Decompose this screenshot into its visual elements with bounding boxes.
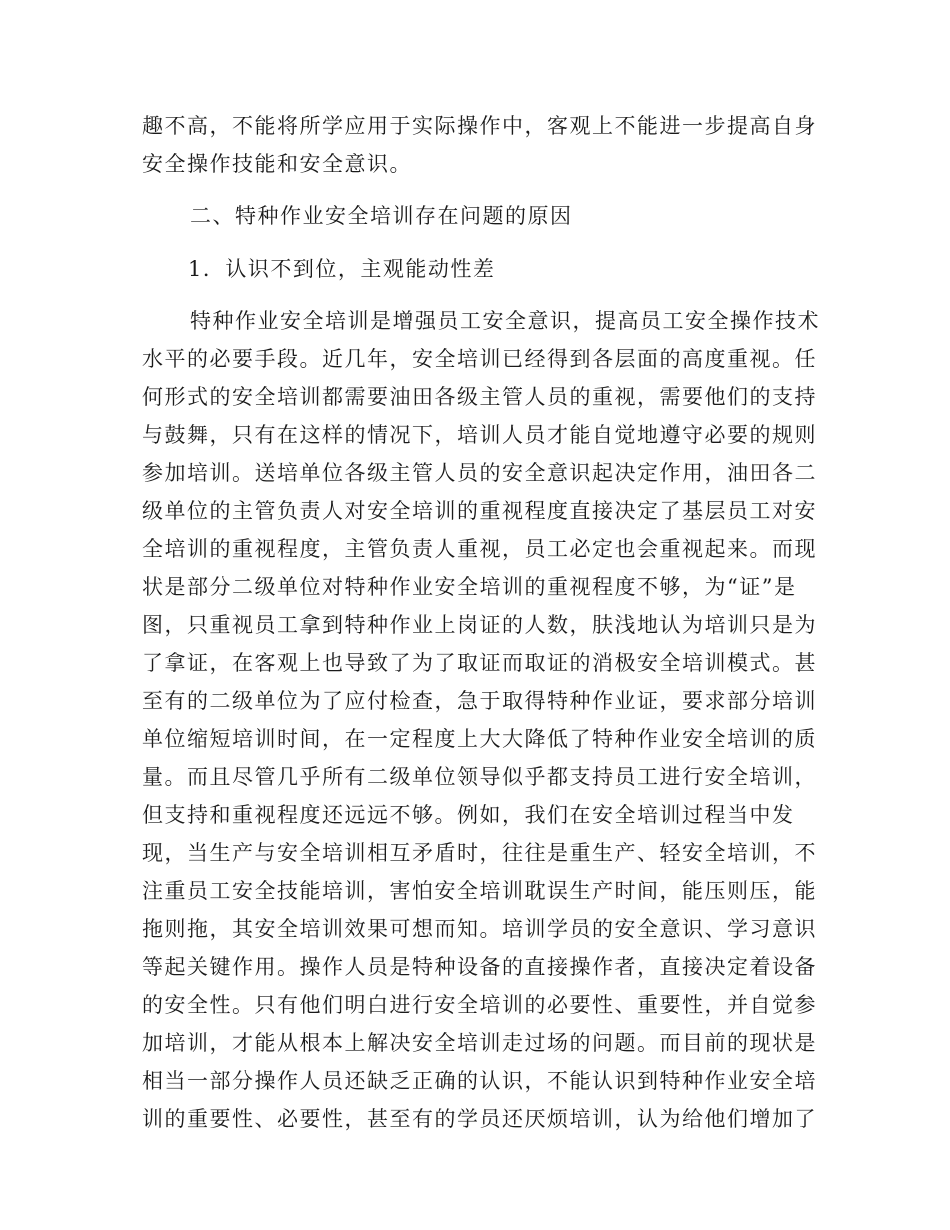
paragraph-line: 现，当生产与安全培训相互矛盾时，往往是重生产、轻安全培训，不 [142, 841, 817, 865]
paragraph-line: 训的重要性、必要性，甚至有的学员还厌烦培训，认为给他们增加了 [142, 1107, 817, 1131]
paragraph-line: 全培训的重视程度，主管负责人重视，员工必定也会重视起来。而现 [142, 537, 817, 561]
paragraph-line: 水平的必要手段。近几年，安全培训已经得到各层面的高度重视。任 [142, 347, 817, 371]
paragraph-line: 注重员工安全技能培训，害怕安全培训耽误生产时间，能压则压，能 [142, 879, 817, 903]
paragraph-line: 何形式的安全培训都需要油田各级主管人员的重视，需要他们的支持 [142, 385, 817, 409]
paragraph-line: 特种作业安全培训是增强员工安全意识，提高员工安全操作技术 [190, 309, 820, 333]
paragraph-line: 单位缩短培训时间，在一定程度上大大降低了特种作业安全培训的质 [142, 727, 817, 751]
paragraph-line: 趣不高，不能将所学应用于实际操作中，客观上不能进一步提高自身 [142, 114, 817, 138]
paragraph-line: 级单位的主管负责人对安全培训的重视程度直接决定了基层员工对安 [142, 499, 817, 523]
paragraph-line: 拖则拖，其安全培训效果可想而知。培训学员的安全意识、学习意识 [142, 917, 817, 941]
paragraph-line: 的安全性。只有他们明白进行安全培训的必要性、重要性，并自觉参 [142, 993, 817, 1017]
paragraph-line: 相当一部分操作人员还缺乏正确的认识，不能认识到特种作业安全培 [142, 1069, 817, 1093]
paragraph-line: 但支持和重视程度还远远不够。例如，我们在安全培训过程当中发 [142, 803, 795, 827]
paragraph-line: 与鼓舞，只有在这样的情况下，培训人员才能自觉地遵守必要的规则 [142, 423, 817, 447]
paragraph-line: 图，只重视员工拿到特种作业上岗证的人数，肤浅地认为培训只是为 [142, 613, 817, 637]
paragraph-line: 量。而且尽管几乎所有二级单位领导似乎都支持员工进行安全培训， [142, 765, 817, 789]
section-heading: 二、特种作业安全培训存在问题的原因 [190, 204, 573, 228]
paragraph-line: 等起关键作用。操作人员是特种设备的直接操作者，直接决定着设备 [142, 955, 817, 979]
paragraph-line: 加培训，才能从根本上解决安全培训走过场的问题。而目前的现状是 [142, 1031, 817, 1055]
paragraph-line: 参加培训。送培单位各级主管人员的安全意识起决定作用，油田各二 [142, 461, 817, 485]
paragraph-line: 至有的二级单位为了应付检查，急于取得特种作业证，要求部分培训 [142, 689, 817, 713]
paragraph-line: 状是部分二级单位对特种作业安全培训的重视程度不够，为“证”是 [142, 575, 797, 599]
paragraph-line: 了拿证，在客观上也导致了为了取证而取证的消极安全培训模式。甚 [142, 651, 817, 675]
paragraph-line: 安全操作技能和安全意识。 [142, 152, 412, 176]
subsection-heading: 1．认识不到位，主观能动性差 [188, 257, 496, 281]
